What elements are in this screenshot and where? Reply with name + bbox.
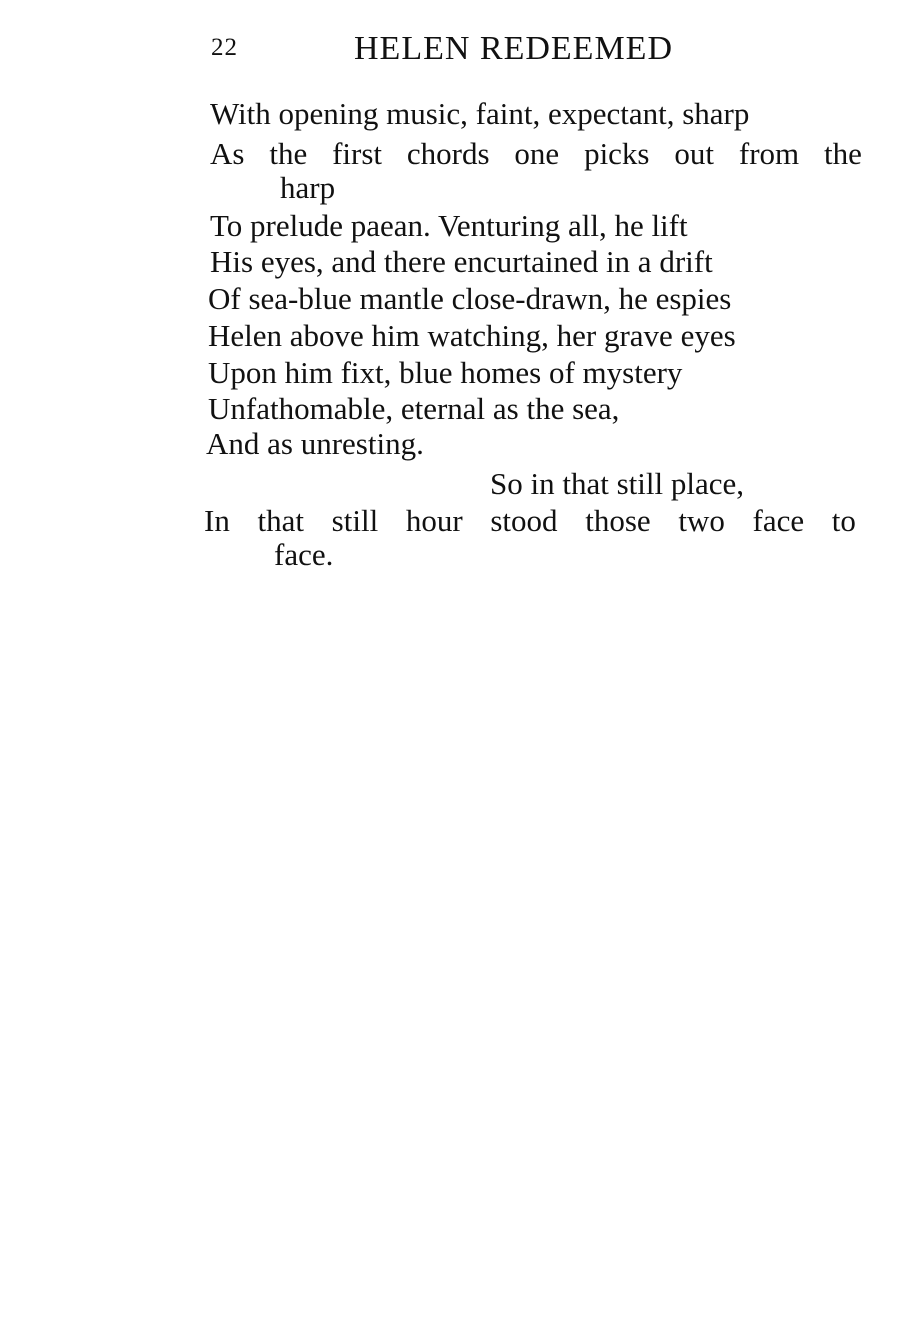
word: As [210, 136, 245, 171]
poem-line-turnover: harp [280, 170, 336, 205]
word: from [738, 136, 800, 171]
word: first [332, 136, 383, 171]
poem-line-justified [210, 138, 862, 169]
word: still [331, 503, 379, 538]
poem-line-justified [204, 505, 856, 536]
poem-line: And as unresting. [206, 426, 424, 461]
poem-line-turnover: face. [274, 537, 334, 572]
poem-line: Of sea-blue mantle close-drawn, he espies [208, 281, 732, 316]
word: face [752, 503, 805, 538]
poem-line: With opening music, faint, expectant, sharp [210, 96, 750, 131]
word: stood [490, 503, 558, 538]
word: the [824, 136, 862, 171]
word: those [585, 503, 651, 538]
word: chords [406, 136, 490, 171]
running-head-title: HELEN REDEEMED [354, 30, 674, 67]
poem-line: To prelude paean. Venturing all, he lift [210, 208, 688, 243]
word: picks [584, 136, 650, 171]
poem-line: Unfathomable, eternal as the sea, [208, 391, 620, 426]
page-number: 22 [211, 34, 238, 61]
poem-line: Upon him fixt, blue homes of mystery [208, 355, 683, 390]
poem-line: Helen above him watching, her grave eyes [208, 318, 736, 353]
poem-line-indented: So in that still place, [490, 466, 744, 501]
word: hour [405, 503, 463, 538]
word: out [674, 136, 714, 171]
word: the [269, 136, 308, 171]
word: one [514, 136, 560, 171]
poem-line: His eyes, and there encurtained in a drift [210, 244, 713, 279]
word: to [831, 503, 856, 538]
word: In [204, 503, 230, 538]
word: two [678, 503, 725, 538]
word: that [257, 503, 304, 538]
